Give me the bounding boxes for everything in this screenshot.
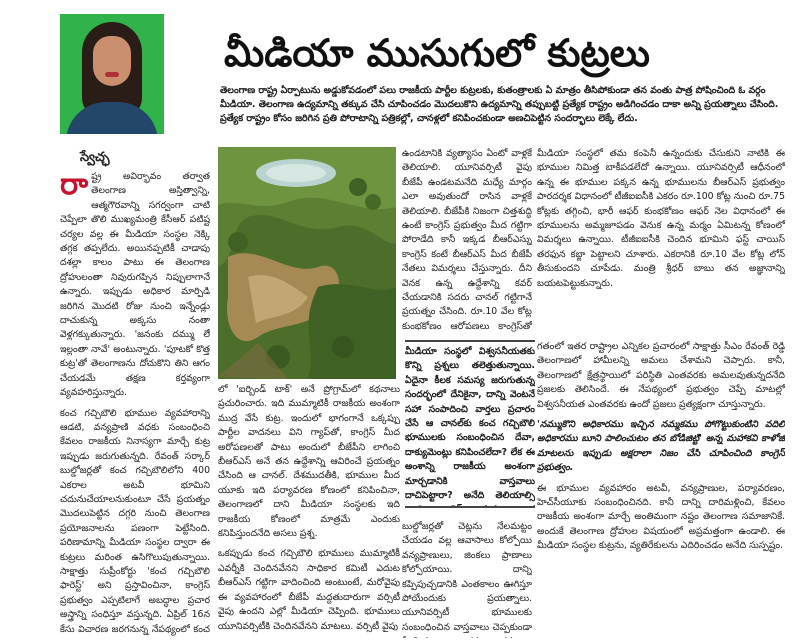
column-6-paragraph-1: గతంలో ఇతర రాష్ట్రాల ఎన్నికల ప్రచారంలో సాక్షాత్తు సీఎం రేవంత్ రెడ్డి తెలంగాణలో హామీలన్ని అమలు చేశామని చెప్పారు. కానీ, తెలంగాణలో క్షేత్రస్థాయిలో పరిస్థితి ఎంతవరకు అమలవుతున్నదనేది ప్రజలకు తెలిసిందే. ఈ నేపథ్యంలో ప్రభుత్వం చెప్పే మాటల్లో విశ్వసనీయత ఎంతవరకు ఉందో ప్రజలు ప్రత్యక్షంగా చూస్తున్నారు. xyxy=(537,341,785,410)
portrait-face xyxy=(93,36,131,86)
column-3-paragraph-1: ఉండటానికి వ్యత్యాసం ఏంటో వాళ్లకే తెలియాలి. యూనివర్సిటీ వైపు బీజేపీ ఉండటమనేది మధ్యే మార్గం ఎలా అవుతుందో రాసిన వాళ్లకే తెలియాలి. బీజేపీకి నిజంగా చిత్తశుద్ధి ఉంటే కాంగ్రెస్ ప్రభుత్వం మీద గట్టిగా పోరాడేది కానీ ఇక్కడ బీఆర్ఎస్ను కాంగ్రెస్ కంటే బీఆర్ఎస్ మీద బీజేపీ నేతలు విమర్శలు చేస్తున్నారు. దీని వెనక ఉన్న ఉద్దేశాన్ని కవర్ చేయడానికి సదరు చానల్ గట్టిగానే ప్రయత్నం చేసింది. రూ.10 వేల కోట్ల కుంభకోణం ఆరోపణలు కాంగ్రెస్‌తో xyxy=(402,148,532,332)
author-byline: స్వేచ్ఛ xyxy=(80,150,110,165)
column-7 xyxy=(402,520,532,638)
column-5-paragraph-1: మీడియా సంస్థలో విశ్వసనీయతకు కొన్ని ప్రశ్నలు తలెత్తుతున్నాయి. ఏదైనా కీలక సమస్య జరుగుతున్న సందర్భంలో దేనికైనా, దాన్ని వెంటనే సహా సంపాదించి వార్తలు ప్రచారం చేసే ఆ చానల్‌కు కంచ గచ్చిబౌలి భూములకు సంబంధించిన దేవా, దాక్యుమెంట్లు కనిపించలేదా? లేక ఈ అంశాన్ని రాజకీయ అంశంగా మార్చడానికి వాస్తవాలు దాచిపెట్టారా? అనేది తెలియాల్సి xyxy=(405,346,535,502)
column-2-paragraph-1: లో 'ఐర్బిండ్ టాక్‌' అనే ప్రోగ్రామ్‌లో కథనాలు ప్రచురించారు. ఇది ముమ్మాటికీ రాజకీయ అంశంగా ముద్ర వేసే కుట్ర. ఇందులో భాగంగానే ఒక్కప్పు పార్టీల వాదనలు విని గ్యాప్‌తో, కాంగ్రెస్ మీద అరోపణలతో పాటు అందులో బీజేపీని లాగించి బీఆర్ఎస్ అనే తన ఉద్దేశాన్ని ఆవిరించే ప్రయత్నం చేసింది ఆ చానల్. దేశముదతీకి, భూముల మీద యూకు ఇది పర్యావరణ కోణంలో కనిపించినా, తెలంగాణలో దాని మీడియా సంస్థలకు ఇది రాజకీయ కోణంలో మాత్రమే ఎందుకు కనిపిస్తుందనేది అసలు ప్రశ్న. xyxy=(218,384,400,540)
column-2 xyxy=(218,383,400,638)
lede-paragraph: తెలంగాణ రాష్ట్ర ఏర్పాటును అడ్డుకోవడంలో పలు రాజకీయ పార్టీల కుట్రలకు, కుతంత్రాలకు ఏ మాత్రం తీసిపోకుండా తన వంతు పాత్ర పోషించింది ఓ వర్గం మీడియా. తెలంగాణ ఉద్యమాన్ని తక్కువ చేసి చూపించడం మొదలుకొని ఉద్యమాన్ని తప్పుబట్టి ప్రత్యేక రాష్ట్రం అడిగించడం దాకా అన్ని ప్రయత్నాలు చేసింది. ప్రత్యేక రాష్ట్రం కోసం జరిగిన ప్రతి పోరాటాన్ని పత్రికల్లో, చానళ్లలో కనిపించకుండా అణచిపెట్టిన సందర్భాలు లెక్కే లేదు. xyxy=(220,85,779,124)
column-7-paragraph-1: బుల్డోజర్లతో చెట్లను నేలమట్టం చేయడం వల్ల ఆవాసాలు కోల్పోయి వన్యప్రాణులు, జింకలు ప్రాణాలు కోల్పోయాయి. దాన్ని కప్పిపుచ్చడానికి ఎంతకాలం ఊగిస్తూ పోయేందుకు ప్రయత్నాలు. యూనివర్సిటీ భూములకు సంబంధించిన వాస్తవాలు చెప్పకుండా xyxy=(402,521,532,633)
portrait-body xyxy=(66,102,158,134)
column-1 xyxy=(60,170,210,638)
forest-aerial-photo xyxy=(218,147,396,379)
column-1-text-1: ష్ట్ర అవిర్భావం తర్వాత తెలంగాణ అస్తిత్వాన్ని, ఆత్మగౌరవాన్ని సగర్వంగా చాటి చెప్పేలా తొలి ముఖ్యమంత్రి కేసీఆర్ పటిష్ట చర్యల వల్ల ఈ మీడియా సంస్థల నెక్కి తగ్గక తప్పలేదు. అయినప్పటికీ చాడాపు దశల్లా కాలం పాటు ఈ తెలంగాణ ద్రోహులంతా నివురుగప్పిన నిప్పులాగానే ఉన్నారు. ఇప్పుడు అధికార మార్పిడి జరిగిన మొదటి రోజు నుంచి ఇన్నేండ్లు దాచుకున్న అక్కసు నంతా వెళ్లగక్కుతున్నారు. 'జనంకు దమ్ము లేే ఇల్లంతా నావే' అంటున్నారు. 'పూటకో కొత్త కుట్ర'తో తెలంగాణను దోచుకొని తిని ఆగం చేయడమే తక్షణ కర్తవ్యంగా వ్యవహరిస్తున్నారు. xyxy=(60,171,210,399)
column-3 xyxy=(402,147,532,333)
forest-photo-image xyxy=(218,147,396,379)
portrait-lips xyxy=(105,72,119,77)
kaloji-quote: 'నమ్ముకొని అధికారము ఇచ్చిన నమ్మకము పోగొట్టుకుంటిని వదిలి అధికారము బూని పాలించుటం తన బోడిజిట్టి' అన్న మహాకవి కాళోజి మాటలను ఇప్పుడు అక్షరాలా నిజం చేసి చూపించింది కాంగ్రెస్ ప్రభుత్వం. xyxy=(537,419,785,474)
column-2-paragraph-2: ఒకప్పుడు కంచ గచ్చిబౌలి భూములు ముమ్మాటికీ ఎవర్నీకి చెందినవేనని సాధికార కమిటీ ఎదుట బీఆర్ఎస్ గట్టిగా వాదించింది అంటుంటే, మరోవైపు ఈ వ్యవహారంలో బీజేపీ మద్దతుదారుగా వర్సిటీ వైపు ఉందని ఎల్లో మీడియా చెప్పింది. భూములు యూనివర్సిటీకి చెందినవేనని మాటలు. వర్సిటీ వైపు xyxy=(218,548,400,632)
column-6 xyxy=(537,340,785,638)
column-5-boxed xyxy=(405,340,535,508)
column-1-paragraph-1 xyxy=(60,170,210,401)
column-4-paragraph-1: మీడియా సంస్థలో తమ కంపెనీ ఉన్నందుకు చేసుకుని నాటికి ఈ భూముల నిమిత్త బాకీపడలేదో ఉన్నాయి. యూనివర్సిటీ ఆధీనంలో ఉన్న ఈ భూముల పక్కన ఉన్న భూములను బీఆర్ఎస్ ప్రభుత్వం పారదర్శక విధానంలో టీజీఐఐసీకి ఎకరం రూ.100 కోట్ల నుంచి రూ.75 కోట్లకు తగ్గించి, భారీ ఆఫర్ కుంభకోణం ఆఫర్ నెల విధానంలో ఈ భూములను అమ్మజూపడం వెనుక ఉన్న మర్మం ఏమిటన్న కోణంలో విమర్శలు ఉన్నాయి. టీజీఐఐసీకి చెందిన భూమిని ఫస్ట్ చాయిస్ తరఫున కబ్జా పెట్టాలని చూశారు. ఎకరానికి రూ.10 వేల కోట్ల లోన్ తీసుకుందని చూపేడు. మంత్రి శ్రీధర్ బాబు తన అజ్ఞానాన్ని బయటపెట్టుకున్నారు. xyxy=(537,148,785,289)
column-4 xyxy=(537,147,785,333)
column-6-paragraph-3: ఈ భూముల వ్యవహారం అటవీ, వన్యప్రాణుల, పర్యావరణం, హెచ్‌సీయూకు సంబంధించినది. కానీ దాన్ని దారిమళ్లించి, కేవలం రాజకీయ అంశంగా మార్చే అంతిమంగా నష్టం తెలంగాణ సమాజానికే. అందుకే తెలంగాణ ద్రోహుల విషయంలో అప్రమత్తంగా ఉండాలి. ఈ మీడియా సంస్థల కుట్రను, వ్యతిరేకులను ఎదిరించడం అనేది సుస్పష్టం. xyxy=(537,482,785,552)
page-title: మీడియా ముసుగులో కుట్రలు xyxy=(224,30,650,75)
column-1-paragraph-2: కంచ గచ్చిబౌలి భూముల వ్యవహారాన్ని ఆడటి, వన్యప్రాణి వధకు సంబంధించి కేవలం రాజకీయ నినాస్యగా మార్చే కుట్ర ఇప్పుడు జరుగుతున్నది. రేవంత్ సర్కార్ బుల్డోజర్లతో కంచ గచ్చిబౌలిలోని 400 ఎకరాల అటవీ భూమిని చదునుచేయాలనుకుంటూ చేసే ప్రయత్నం మొదలుపెట్టిన దగ్గరి నుంచి తెలంగాణ ప్రయోజనాలను పణంగా పెట్టేసింది. పరిణామాన్ని మీడియా సంస్థల ద్వారా ఈ కుట్రలు మరింత ఉసిగొలుపుతున్నాయి. సాక్షాత్తు సుప్రీంకోర్టు 'కంచ గచ్చిబౌలి ఫారెస్ట్' అని ప్రస్తావించినా, కాంగ్రెస్ ప్రభుత్వం ఎప్పటిలాగే అబద్ధాల ప్రచార అస్త్రాన్ని సంధిస్తూ వస్తున్నది. ఏప్రిల్ 16న కేసు విచారణ జరగనున్న నేపథ్యంలో కంచ xyxy=(60,407,210,635)
author-portrait xyxy=(60,14,164,134)
drop-cap: రా xyxy=(60,170,89,202)
